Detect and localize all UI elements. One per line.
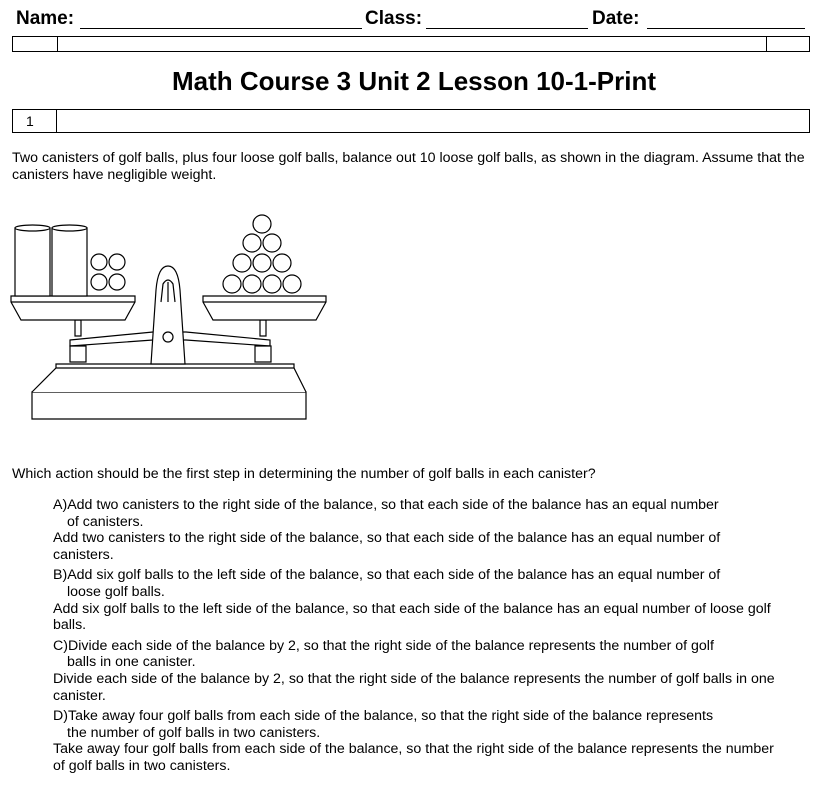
name-label: Name: (16, 8, 75, 29)
question-intro: Two canisters of golf balls, plus four loose golf balls, balance out 10 loose golf balls, as shown in the diagram. Assume that the canisters have negligible weight. (12, 150, 805, 183)
name-field-line[interactable] (80, 28, 362, 29)
date-field-line[interactable] (647, 28, 805, 29)
class-field-line[interactable] (426, 28, 588, 29)
question-prompt: Which action should be the first step in determining the number of golf balls in each canister? (12, 466, 596, 482)
golf-ball (243, 275, 261, 293)
golf-ball (253, 254, 271, 272)
choice-c-first-line: C)Divide each side of the balance by 2, so that the right side of the balance represents the number of golf (53, 637, 714, 654)
choice-d-continuation: the number of golf balls in two canisters. (67, 724, 321, 741)
title-bar (12, 36, 810, 52)
golf-ball (233, 254, 251, 272)
canister-1 (15, 228, 50, 296)
golf-ball (263, 275, 281, 293)
balance-diagram (8, 210, 338, 430)
left-pan (11, 296, 135, 320)
golf-ball (91, 254, 107, 270)
golf-ball (109, 254, 125, 270)
right-pan (203, 296, 326, 320)
title-bar-left-box (13, 37, 58, 51)
scale-base-front (32, 392, 306, 419)
right-foot (255, 346, 271, 362)
golf-ball (253, 215, 271, 233)
left-foot (70, 346, 86, 362)
question-number-bar (12, 109, 810, 133)
central-pillar (151, 266, 185, 364)
choice-b-full-text: Add six golf balls to the left side of the balance, so that each side of the balance has an equal number of loose golf balls. (53, 600, 771, 634)
golf-ball (273, 254, 291, 272)
date-label: Date: (592, 8, 640, 29)
choice-d-first-line: D)Take away four golf balls from each side of the balance, so that the right side of the balance represents (53, 708, 714, 725)
class-label: Class: (365, 8, 423, 29)
golf-ball (91, 274, 107, 290)
canister-2 (52, 228, 87, 296)
scale-base-top (32, 368, 306, 392)
choice-d-full-text: Take away four golf balls from each side of the balance, so that the right side of the balance represents the number of golf balls in two canisters. (53, 741, 774, 774)
answer-choices (53, 497, 783, 779)
balance-scale-illustration (8, 210, 338, 425)
choice-a[interactable] (53, 497, 783, 563)
choice-c[interactable] (53, 638, 783, 704)
choice-b-first-line: B)Add six golf balls to the left side of the balance, so that each side of the balance has an equal number of (53, 567, 721, 584)
choice-b[interactable] (53, 567, 783, 633)
question-number: 1 (13, 110, 57, 132)
choice-c-continuation: balls in one canister. (67, 654, 196, 671)
choice-a-first-line: A)Add two canisters to the right side of the balance, so that each side of the balance has an equal number (53, 497, 719, 513)
header-row (16, 6, 808, 32)
golf-ball (223, 275, 241, 293)
choice-d[interactable] (53, 708, 783, 774)
choice-a-continuation: of canisters. (67, 513, 144, 530)
golf-ball (263, 234, 281, 252)
right-post (260, 320, 266, 336)
pivot-icon (163, 332, 173, 342)
choice-b-continuation: loose golf balls. (67, 583, 165, 600)
left-post (75, 320, 81, 336)
title-bar-right-box (766, 37, 809, 51)
golf-ball (283, 275, 301, 293)
choice-a-full-text: Add two canisters to the right side of the balance, so that each side of the balance has an equal number of canisters. (53, 530, 721, 563)
golf-ball (243, 234, 261, 252)
golf-ball (109, 274, 125, 290)
page-title: Math Course 3 Unit 2 Lesson 10-1-Print (172, 66, 656, 96)
choice-c-full-text: Divide each side of the balance by 2, so that the right side of the balance represents the number of golf balls in one canister. (53, 670, 775, 704)
